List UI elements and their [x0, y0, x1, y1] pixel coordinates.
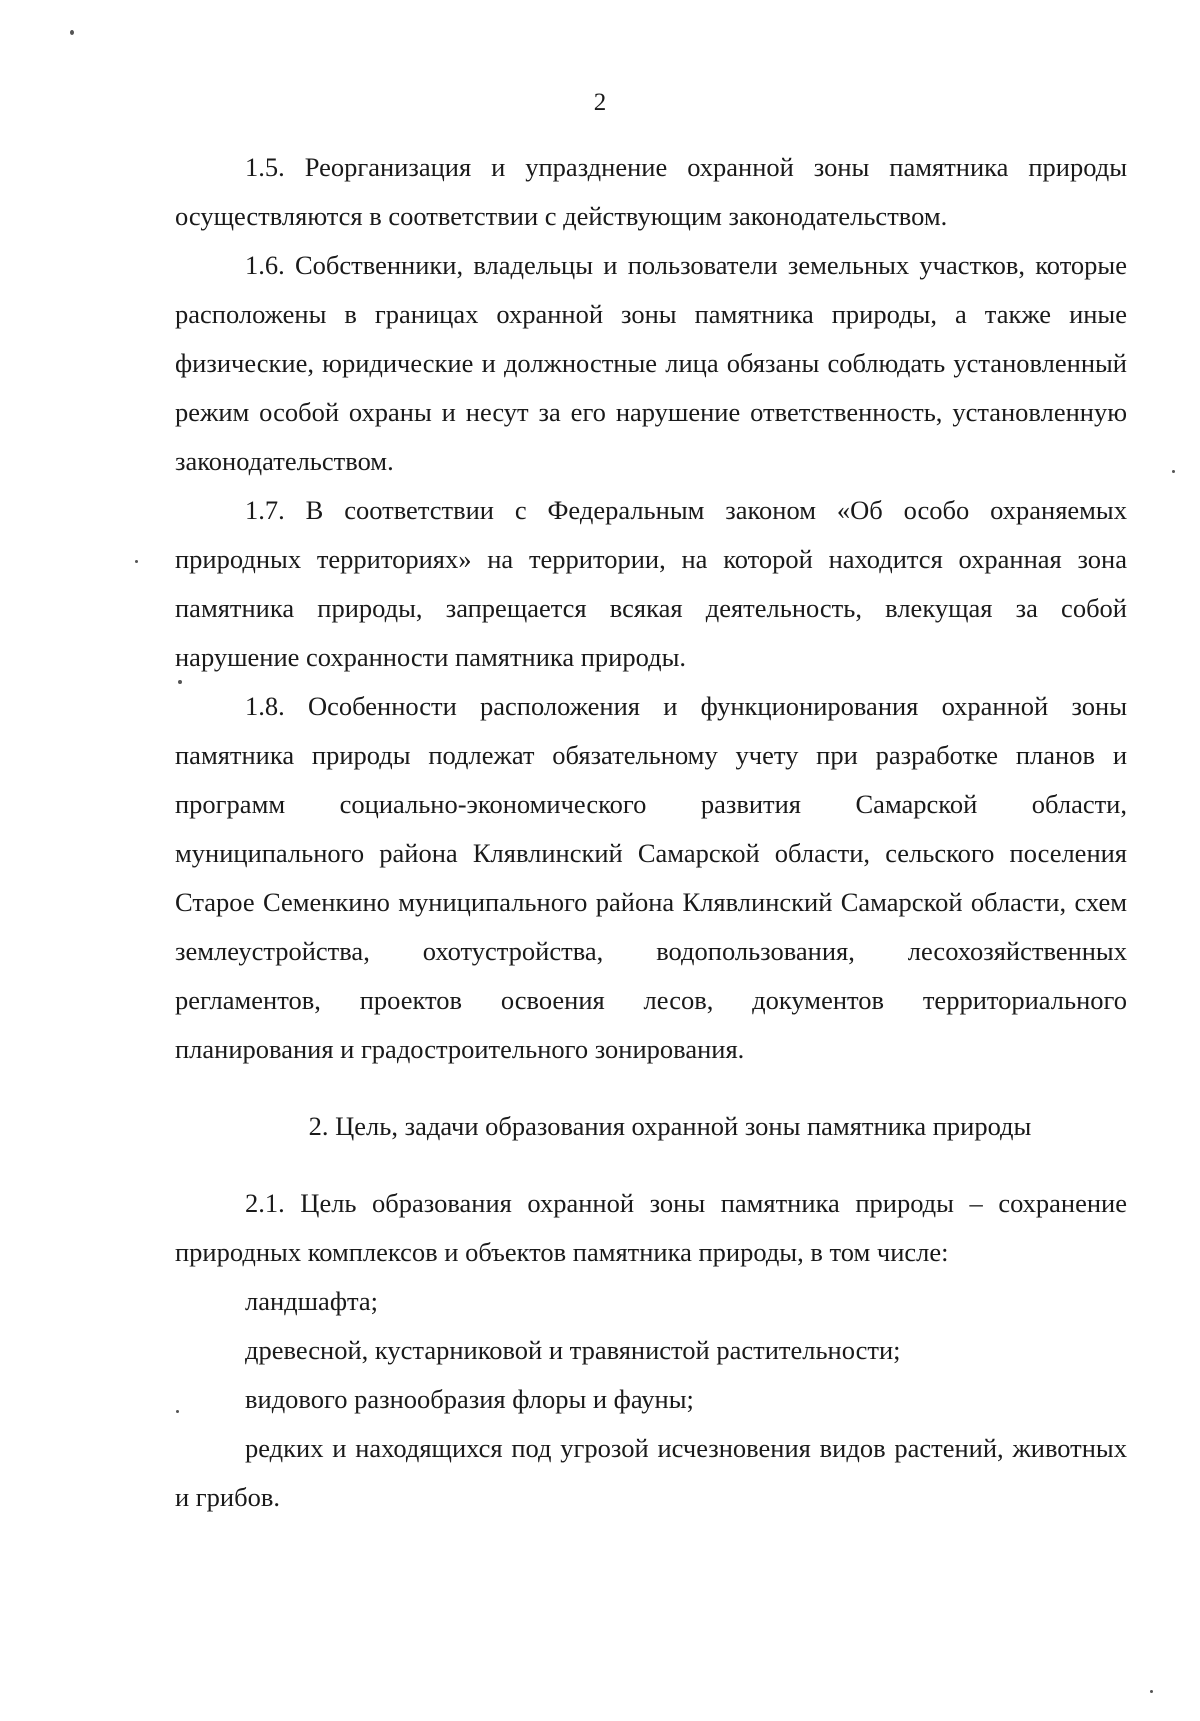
- scan-speck: [135, 560, 138, 563]
- paragraph-1-6: 1.6. Собственники, владельцы и пользователи земельных участков, которые расположены в границах охранной зоны памятника природы, а также иные физические, юридические и должностные лица обязаны соблюдать установленный режим особой охраны и несут за его нарушение ответственность, установленную законодательством.: [175, 250, 1127, 476]
- scan-speck: [1150, 1690, 1153, 1693]
- paragraph-1-7: 1.7. В соответствии с Федеральным законом «Об особо охраняемых природных территориях» на территории, на которой находится охранная зона памятника природы, запрещается всякая деятельность, влекущая за собой нарушение сохранности памятника природы.: [175, 495, 1127, 672]
- paragraph-2-1: 2.1. Цель образования охранной зоны памятника природы – сохранение природных комплексов и объектов памятника природы, в том числе:: [175, 1188, 1127, 1267]
- list-item: редких и находящихся под угрозой исчезновения видов растений, животных и грибов.: [175, 1433, 1127, 1512]
- page-number: 2: [593, 89, 607, 116]
- scan-speck: [70, 30, 74, 35]
- scan-speck: [176, 1410, 179, 1413]
- section-heading: 2. Цель, задачи образования охранной зоны памятника природы: [308, 1111, 1032, 1141]
- scan-speck: [1172, 470, 1175, 473]
- list-item: ландшафта;: [245, 1286, 379, 1316]
- list-item: древесной, кустарниковой и травянистой растительности;: [245, 1335, 901, 1365]
- list-item: видового разнообразия флоры и фауны;: [245, 1384, 694, 1414]
- paragraph-1-5: 1.5. Реорганизация и упразднение охранной зоны памятника природы осуществляются в соответствии с действующим законодательством.: [175, 152, 1127, 231]
- paragraph-1-8: 1.8. Особенности расположения и функционирования охранной зоны памятника природы подлежат обязательному учету при разработке планов и программ социально-экономического развития Самарской области, муниципального района Клявлинский Самарской области, сельского поселения Старое Семенкино муниципального района Клявлинский Самарской области, схем землеустройства, охотустройства, водопользования, лесохозяйственных регламентов, проектов освоения лесов, документов территориального планирования и градостроительного зонирования.: [175, 691, 1127, 1064]
- document-body: [175, 143, 1127, 1522]
- scan-speck: [178, 680, 182, 684]
